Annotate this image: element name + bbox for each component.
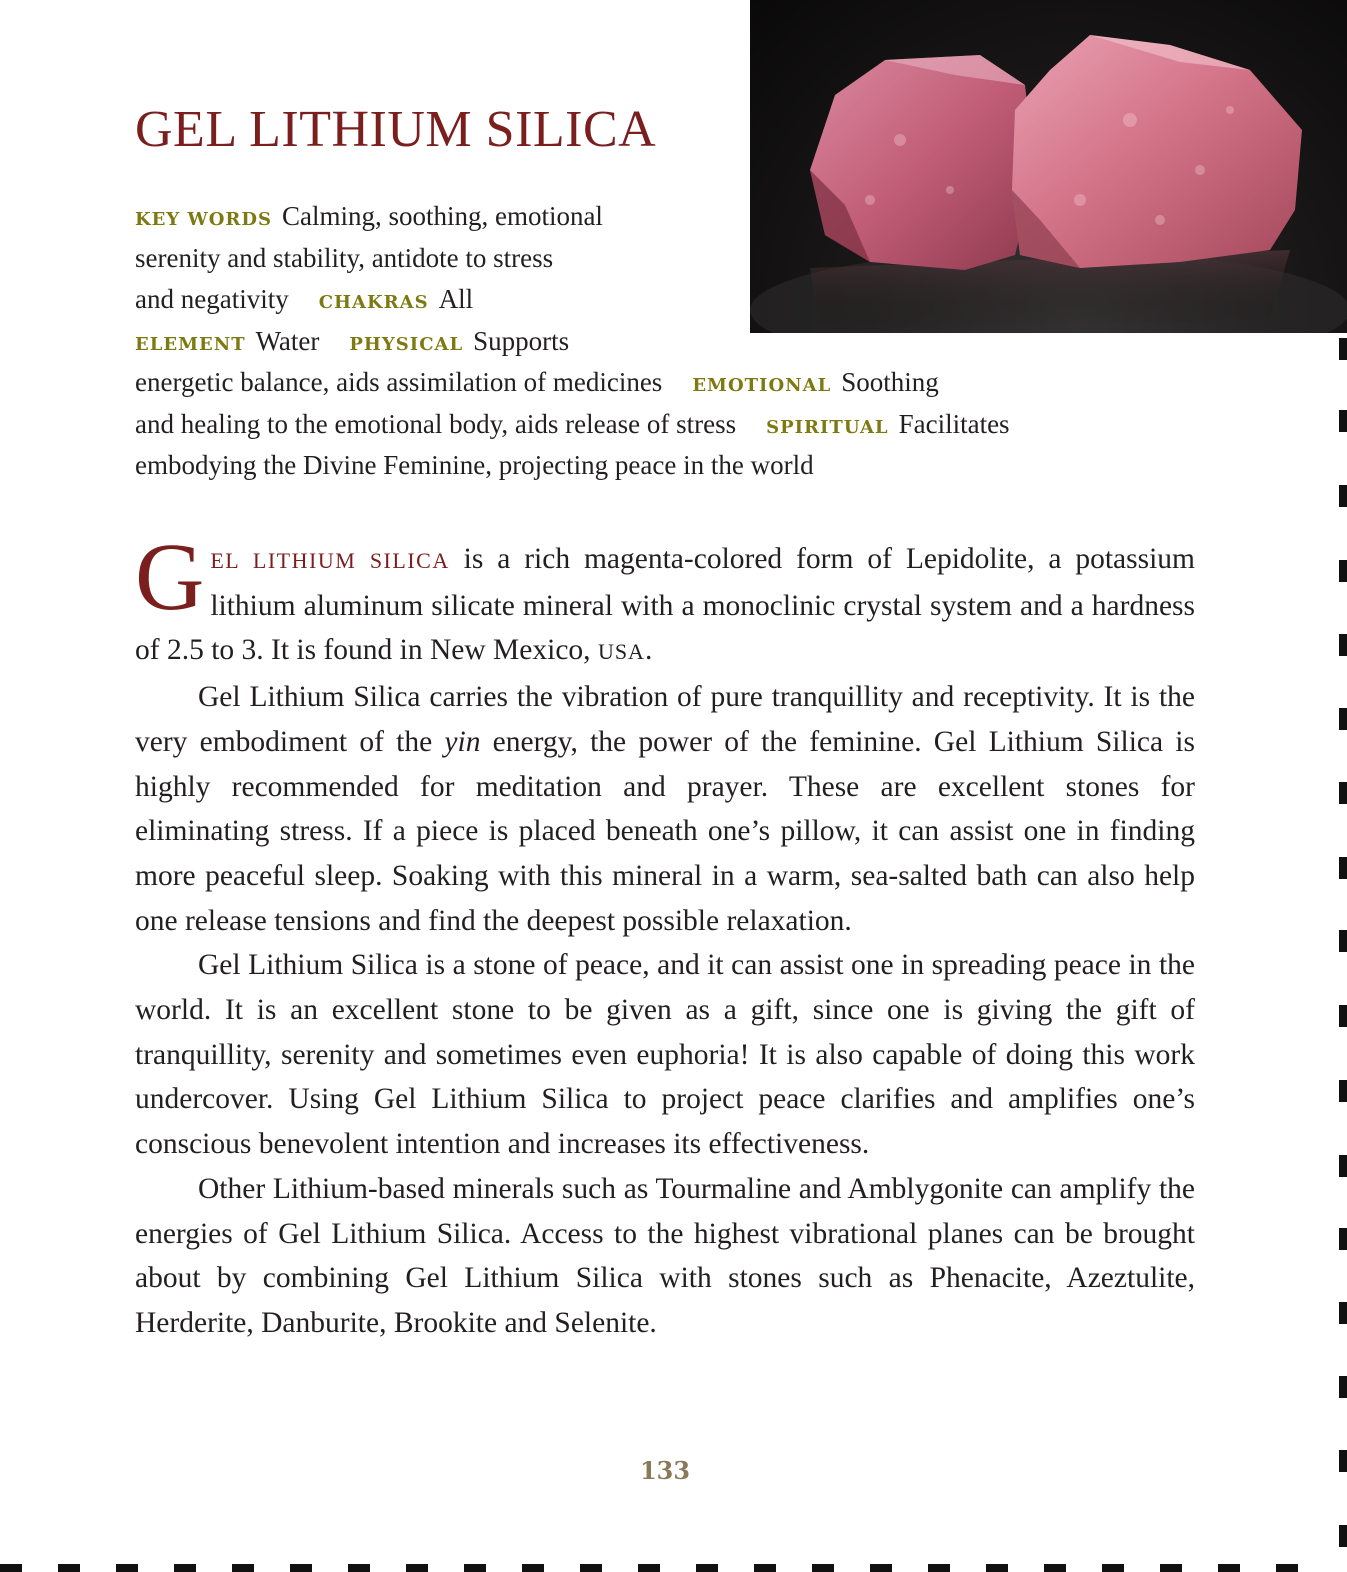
mineral-photo xyxy=(750,0,1347,333)
drop-cap: G xyxy=(135,523,205,630)
property-text: serenity and stability, antidote to stress xyxy=(135,242,554,273)
property-text: All xyxy=(438,284,474,314)
properties-line xyxy=(135,403,1010,449)
property-keyword: ELEMENT xyxy=(135,333,246,355)
property-keyword: PHYSICAL xyxy=(349,333,464,355)
property-keyword: SPIRITUAL xyxy=(766,416,889,438)
property-text: embodying the Divine Feminine, projecting peace in the world xyxy=(135,450,814,480)
property-text: energetic balance, aids assimilation of medicines xyxy=(135,367,663,397)
mineral-stones-illustration xyxy=(750,0,1347,333)
property-text: Facilitates xyxy=(898,408,1010,439)
paragraph-4: Other Lithium-based minerals such as Tourmaline and Amblygonite can amplify the energies of Gel Lithium Silica. Access to the highest vibrational planes can be brought about by combining Gel Lithium Silica with stones such as Phenacite, Azeztulite, Herderite, Danburite, Brookite and Selenite. xyxy=(135,1172,1195,1339)
property-text: Supports xyxy=(473,325,570,356)
properties-line xyxy=(135,195,603,241)
property-text: and negativity xyxy=(135,284,289,314)
intro-lead: EL LITHIUM SILICA xyxy=(210,548,450,573)
para2-text-b: energy, the power of the feminine. Gel Lithium Silica is highly recommended for meditation and prayer. These are excellent stones for eliminating stress. If a piece is placed beneath one’s pillow, it can assist one in finding more peaceful sleep. Soaking with this mineral in a warm, sea-salted bath can also help one release tensions and find the deepest possible relaxation. xyxy=(135,725,1195,937)
intro-end: . xyxy=(644,634,653,667)
properties-line xyxy=(135,320,569,366)
property-text: and healing to the emotional body, aids release of stress xyxy=(135,408,737,439)
property-keyword: CHAKRAS xyxy=(318,292,429,313)
property-text: Calming, soothing, emotional xyxy=(281,201,603,231)
property-keyword: KEY WORDS xyxy=(135,209,272,230)
properties-line xyxy=(135,444,814,486)
intro-usa: USA xyxy=(597,639,645,665)
property-text: Water xyxy=(255,325,320,356)
intro-text: is a rich magenta-colored form of Lepidolite, a potassium lithium aluminum silicate mineral with a monoclinic crystal system and a hardness of 2.5 to 3. It is found in New Mexico, xyxy=(135,543,1195,667)
intro-paragraph xyxy=(135,523,1195,675)
property-keyword: EMOTIONAL xyxy=(692,375,832,396)
paragraph-3: Gel Lithium Silica is a stone of peace, and it can assist one in spreading peace in the world. It is an excellent stone to be given as a gift, since one is giving the gift of tranquillity, serenity and sometimes even euphoria! It is also capable of doing this work undercover. Using Gel Lithium Silica to project peace clarifies and amplifies one’s conscious benevolent intention and increases its effectiveness. xyxy=(135,949,1195,1161)
yin-word: yin xyxy=(444,725,481,758)
para2-text-a: Gel Lithium Silica carries the vibration of pure tranquillity and receptivity. It is the very embodiment of the xyxy=(135,681,1195,758)
properties-line xyxy=(135,361,939,407)
properties-line xyxy=(135,237,553,279)
property-text: Soothing xyxy=(841,367,939,397)
page-number: 133 xyxy=(639,1456,691,1485)
paragraph-2 xyxy=(135,675,1195,943)
main-text xyxy=(135,523,1195,1346)
properties-line xyxy=(135,278,473,324)
page-title: GEL LITHIUM SILICA xyxy=(135,101,657,158)
